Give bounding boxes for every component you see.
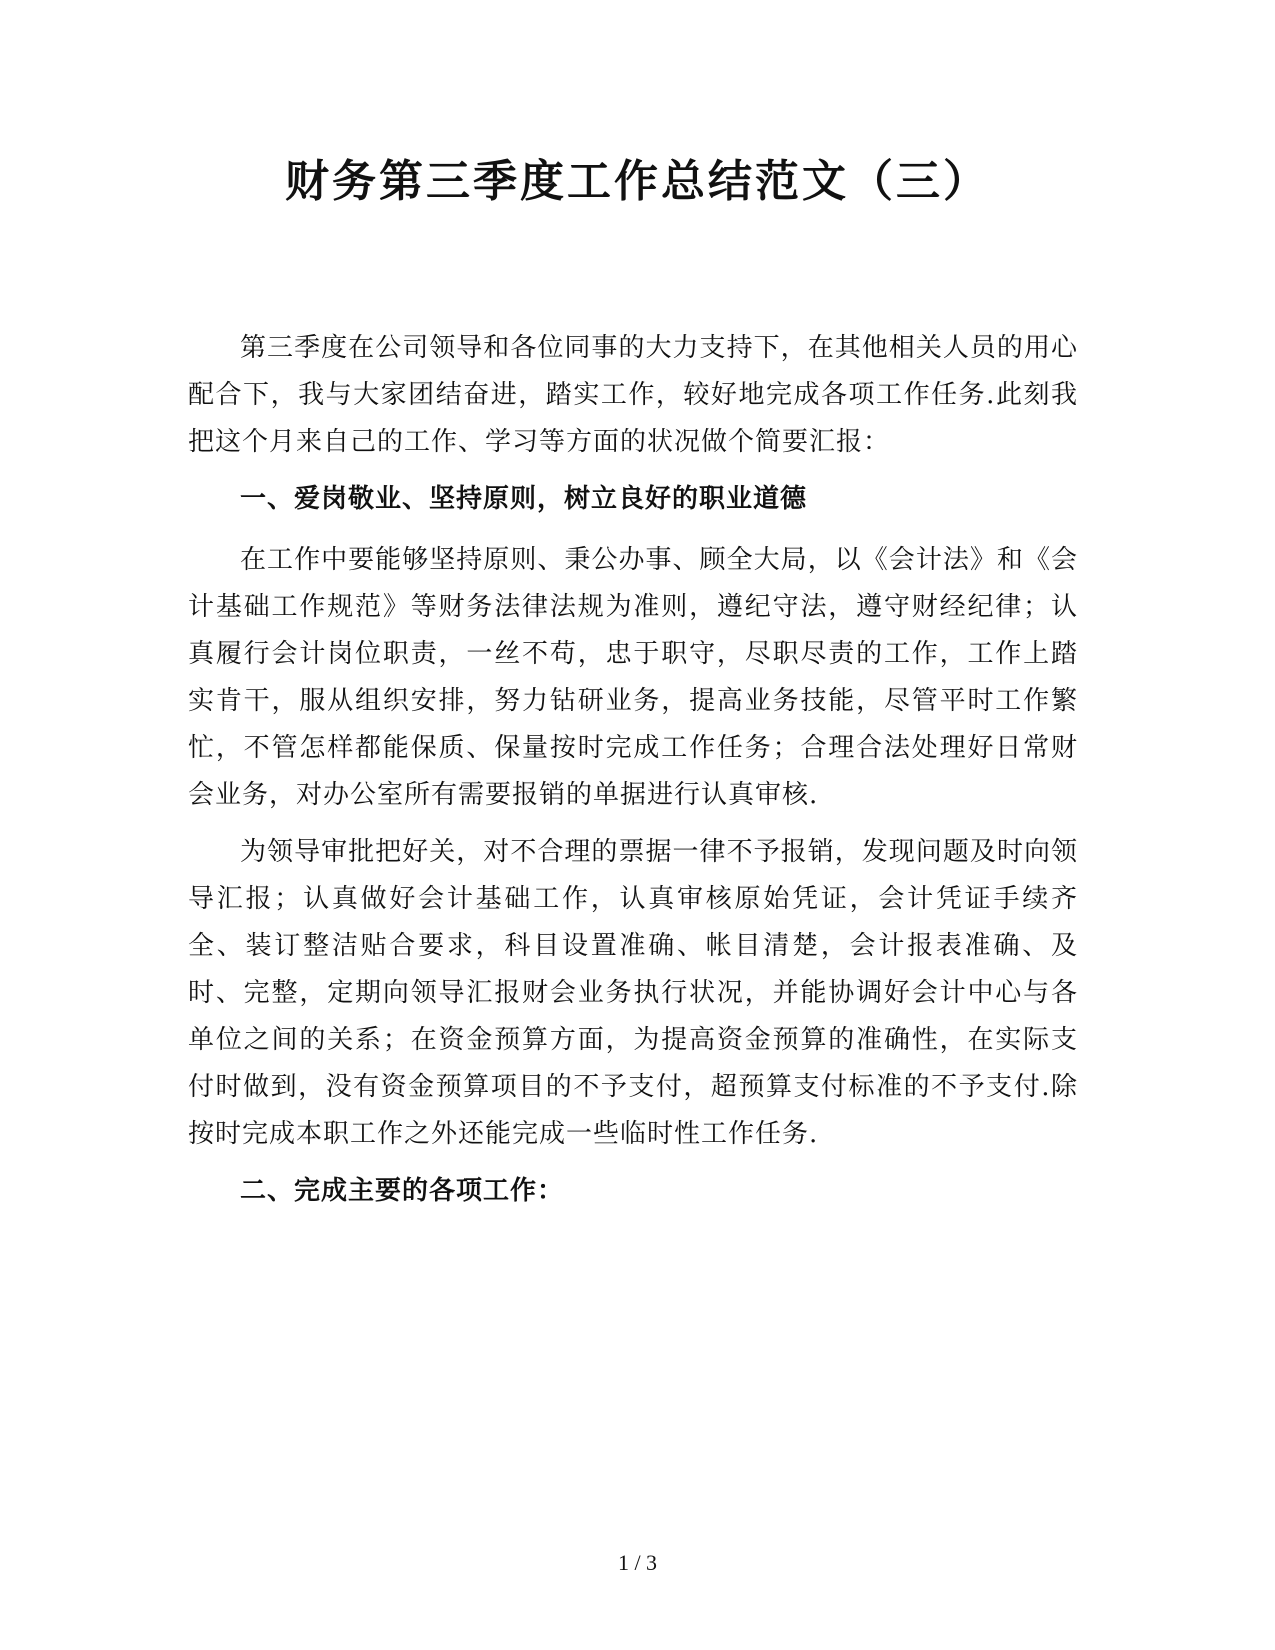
document-title: 财务第三季度工作总结范文（三） xyxy=(285,156,990,207)
section-1-paragraph-1: 在工作中要能够坚持原则、秉公办事、顾全大局，以《会计法》和《会计基础工作规范》等财务法律法规为准则，遵纪守法，遵守财经纪律；认真履行会计岗位职责，一丝不苟，忠于职守，尽职尽责的工作，工作上踏实肯干，服从组织安排，努力钻研业务，提高业务技能，尽管平时工作繁忙，不管怎样都能保质、保量按时完成工作任务；合理合法处理好日常财会业务，对办公室所有需要报销的单据进行认真审核. xyxy=(188,545,1078,810)
section-1-paragraph-2: 为领导审批把好关，对不合理的票据一律不予报销，发现问题及时向领导汇报；认真做好会计基础工作，认真审核原始凭证，会计凭证手续齐全、装订整洁贴合要求，科目设置准确、帐目清楚，会计报表准确、及时、完整，定期向领导汇报财会业务执行状况，并能协调好会计中心与各单位之间的关系；在资金预算方面，为提高资金预算的准确性，在实际支付时做到，没有资金预算项目的不予支付，超预算支付标准的不予支付.除按时完成本职工作之外还能完成一些临时性工作任务. xyxy=(188,837,1078,1149)
intro-paragraph: 第三季度在公司领导和各位同事的大力支持下，在其他相关人员的用心配合下，我与大家团结奋进，踏实工作，较好地完成各项工作任务.此刻我把这个月来自己的工作、学习等方面的状况做个简要汇报： xyxy=(188,333,1078,457)
section-heading-2: 二、完成主要的各项工作： xyxy=(240,1176,565,1206)
document-body xyxy=(188,325,1078,1229)
section-heading-1: 一、爱岗敬业、坚持原则，树立良好的职业道德 xyxy=(240,484,808,514)
page-number: 1 / 3 xyxy=(617,1550,658,1575)
